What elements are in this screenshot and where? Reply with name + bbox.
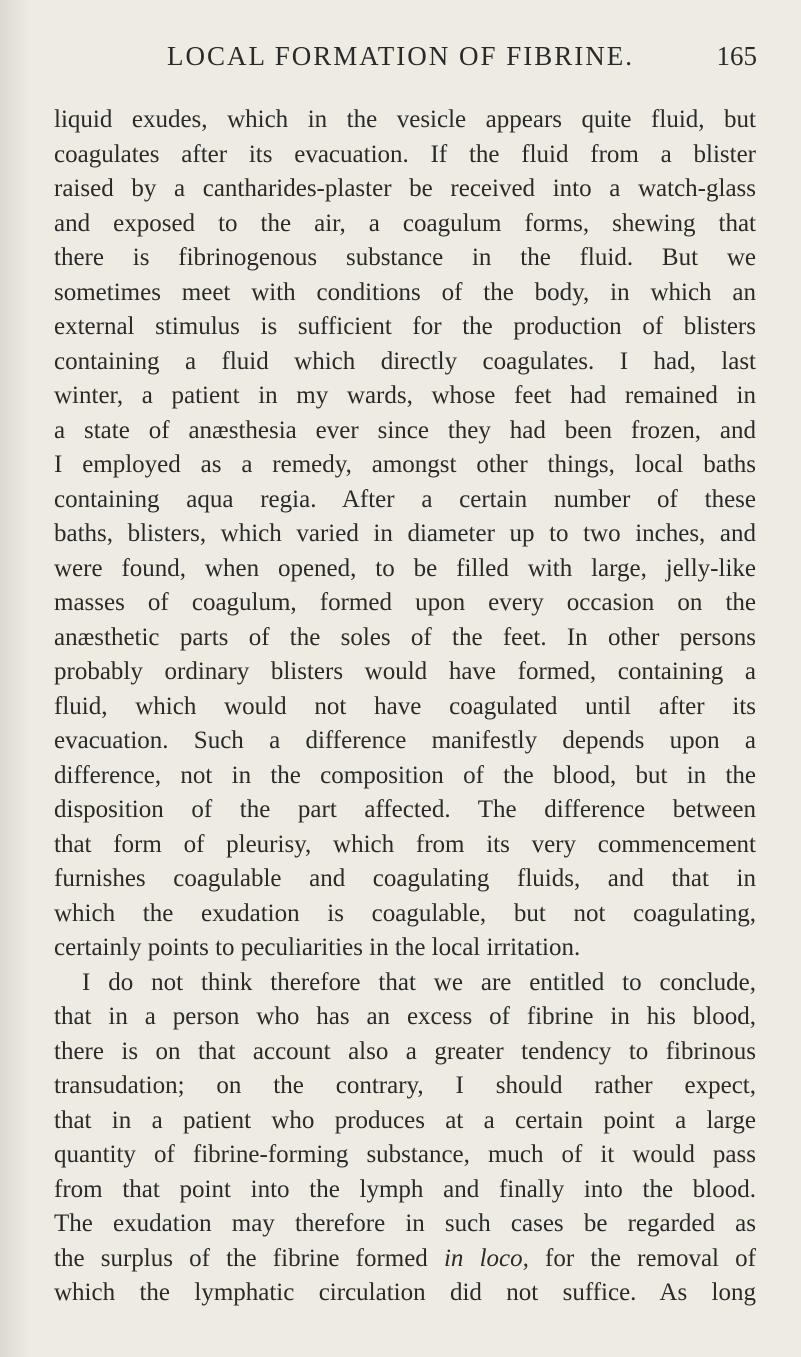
text-line: fluid, which would not have coagulated until after its (54, 692, 756, 720)
text-line: anæsthetic parts of the soles of the feet. In other persons (54, 623, 756, 651)
text-line: furnishes coagulable and coagulating fluids, and that in (54, 865, 756, 892)
text-line: and exposed to the air, a coagulum forms, shewing that (54, 209, 756, 237)
text-line: probably ordinary blisters would have formed, containing a (54, 658, 756, 685)
text-line: quantity of fibrine-forming substance, much of it would pass (54, 1141, 756, 1168)
text-line: baths, blisters, which varied in diameter up to two inches, and (54, 520, 756, 547)
italic-phrase: in loco, (443, 1244, 529, 1272)
binding-shadow (0, 0, 30, 1357)
body-text (54, 103, 756, 1311)
running-head (0, 36, 801, 76)
text-line: certainly points to peculiarities in the local irritation. (54, 934, 581, 961)
text-line: there is on that account also a greater tendency to fibrinous (54, 1037, 756, 1065)
text-line: disposition of the part affected. The difference between (54, 796, 756, 823)
text-line: raised by a cantharides-plaster be received into a watch-glass (54, 175, 756, 202)
text-line: containing aqua regia. After a certain number of these (54, 485, 756, 513)
text-line: I employed as a remedy, amongst other things, local baths (54, 451, 756, 478)
page-number: 165 (716, 41, 757, 71)
text-segment: for the removal of (528, 1244, 756, 1272)
text-line: sometimes meet with conditions of the body, in which an (54, 278, 756, 306)
text-line: a state of anæsthesia ever since they had been frozen, and (54, 416, 756, 444)
text-line: there is fibrinogenous substance in the fluid. But we (54, 244, 756, 271)
text-line: from that point into the lymph and finally into the blood. (54, 1175, 756, 1203)
text-line: that in a patient who produces at a certain point a large (54, 1106, 756, 1134)
text-line: difference, not in the composition of the blood, but in the (54, 761, 756, 789)
text-line: liquid exudes, which in the vesicle appears quite fluid, but (54, 106, 756, 133)
text-line: masses of coagulum, formed upon every occasion on the (54, 589, 756, 616)
text-line: were found, when opened, to be filled with large, jelly-like (54, 554, 756, 582)
text-line: evacuation. Such a difference manifestly depends upon a (54, 727, 756, 754)
text-line: winter, a patient in my wards, whose feet had remained in (54, 382, 756, 409)
text-line: that form of pleurisy, which from its very commencement (54, 830, 756, 858)
text-segment: the surplus of the fibrine formed (54, 1244, 444, 1272)
text-line-with-italic (54, 1242, 756, 1277)
paragraph-start-line: I do not think therefore that we are entitled to conclude, (82, 968, 756, 996)
text-line: containing a fluid which directly coagulates. I had, last (54, 347, 756, 375)
text-line: external stimulus is sufficient for the production of blisters (54, 313, 756, 340)
text-line: which the lymphatic circulation did not suffice. As long (54, 1279, 756, 1306)
text-line: coagulates after its evacuation. If the fluid from a blister (54, 140, 756, 168)
text-line: that in a person who has an excess of fibrine in his blood, (54, 1003, 756, 1030)
text-line: which the exudation is coagulable, but not coagulating, (54, 899, 756, 927)
text-line: The exudation may therefore in such cases be regarded as (54, 1210, 756, 1237)
text-line: transudation; on the contrary, I should rather expect, (54, 1072, 756, 1099)
running-title: LOCAL FORMATION OF FIBRINE. (166, 41, 635, 71)
